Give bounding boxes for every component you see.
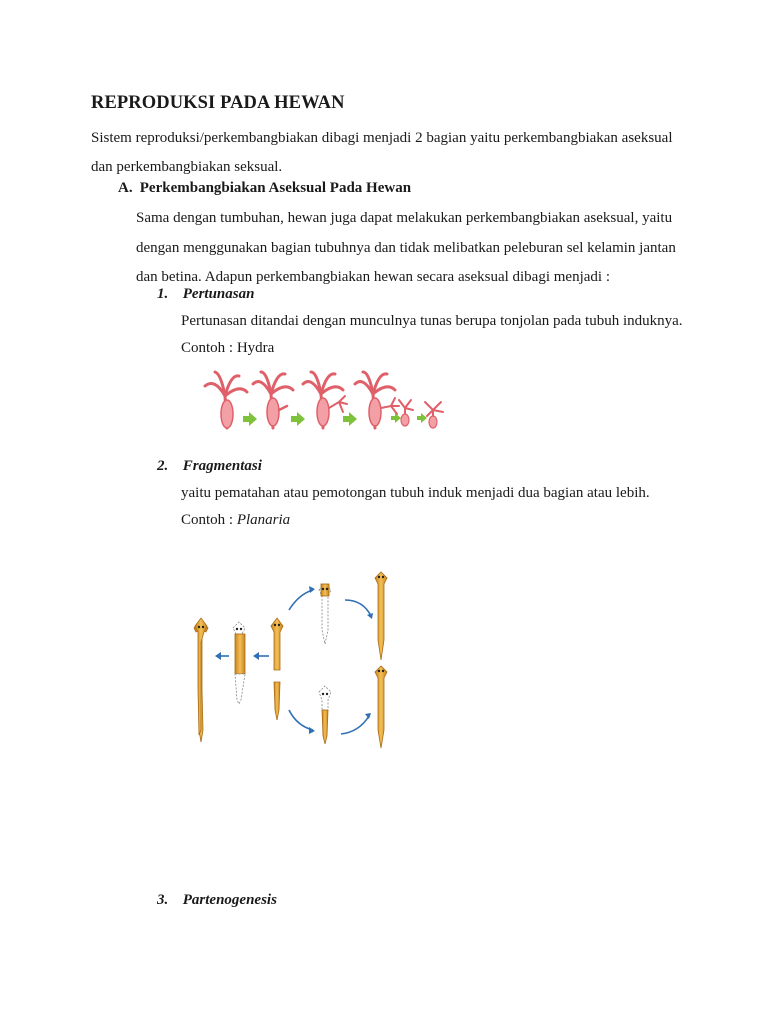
- blue-arrow-bottom-right: [341, 716, 369, 734]
- planaria-fragment-1: [233, 622, 245, 704]
- blue-arrow-down: [289, 710, 313, 730]
- item-3-title: Partenogenesis: [182, 892, 277, 908]
- item-1-heading: [157, 286, 254, 303]
- planaria-bottom-new: [319, 686, 331, 744]
- item-2-title: Fragmentasi: [182, 458, 262, 474]
- section-a-heading: [118, 180, 411, 197]
- hydra-figure-2: [253, 372, 293, 428]
- item-2-example-label: Contoh :: [181, 512, 237, 528]
- hydra-figure-5: [399, 400, 413, 426]
- intro-paragraph: Sistem reproduksi/perkembangbiakan dibagi menjadi 2 bagian yaitu perkembangbiakan aseksual dan perkembangbiakan seksual.: [91, 130, 673, 175]
- item-1-example-label: Contoh :: [181, 340, 237, 356]
- hydra-figure-1: [205, 372, 247, 428]
- item-2-heading: [157, 458, 262, 475]
- item-3-number: 3.: [157, 892, 169, 908]
- item-2-example: [181, 512, 290, 529]
- planaria-bottom-grown: [375, 666, 387, 748]
- item-2-example-value: Planaria: [236, 512, 291, 528]
- page-title: REPRODUKSI PADA HEWAN: [91, 93, 345, 113]
- item-1-description: Pertunasan ditandai dengan munculnya tunas berupa tonjolan pada tubuh induknya.: [181, 313, 683, 329]
- item-1-example-value: Hydra: [236, 340, 275, 356]
- hydra-figure-6: [425, 402, 443, 428]
- planaria-top-new: [319, 584, 331, 644]
- item-1-title: Pertunasan: [182, 286, 255, 302]
- planaria-whole: [194, 618, 208, 742]
- item-1-number: 1.: [157, 286, 169, 302]
- hydra-budding-illustration: [195, 366, 455, 448]
- green-arrow-3: [343, 412, 357, 426]
- section-a-body: Sama dengan tumbuhan, hewan juga dapat melakukan perkembangbiakan aseksual, yaitu dengan menggunakan bagian tubuhnya dan tidak melibatkan peleburan sel kelamin jantan dan betina. Adapun perkembangbiakan hewan secara aseksual dibagi menjadi :: [136, 210, 676, 285]
- planaria-fragment-2: [271, 618, 283, 720]
- section-a-title: Perkembangbiakan Aseksual Pada Hewan: [139, 180, 412, 196]
- green-arrow-2: [291, 412, 305, 426]
- planaria-top-grown: [375, 572, 387, 660]
- item-1-example: [181, 340, 274, 357]
- hydra-figure-3: [303, 372, 347, 428]
- green-arrow-5: [417, 413, 427, 423]
- item-3-heading: [157, 892, 277, 909]
- blue-arrow-up: [289, 590, 313, 610]
- green-arrow-4: [391, 413, 401, 423]
- item-2-description: yaitu pematahan atau pemotongan tubuh induk menjadi dua bagian atau lebih.: [181, 485, 650, 501]
- planaria-fragmentation-illustration: [185, 570, 400, 755]
- section-a-marker: A.: [118, 180, 133, 196]
- green-arrow-1: [243, 412, 257, 426]
- item-2-number: 2.: [157, 458, 169, 474]
- blue-arrow-top-right: [345, 600, 371, 616]
